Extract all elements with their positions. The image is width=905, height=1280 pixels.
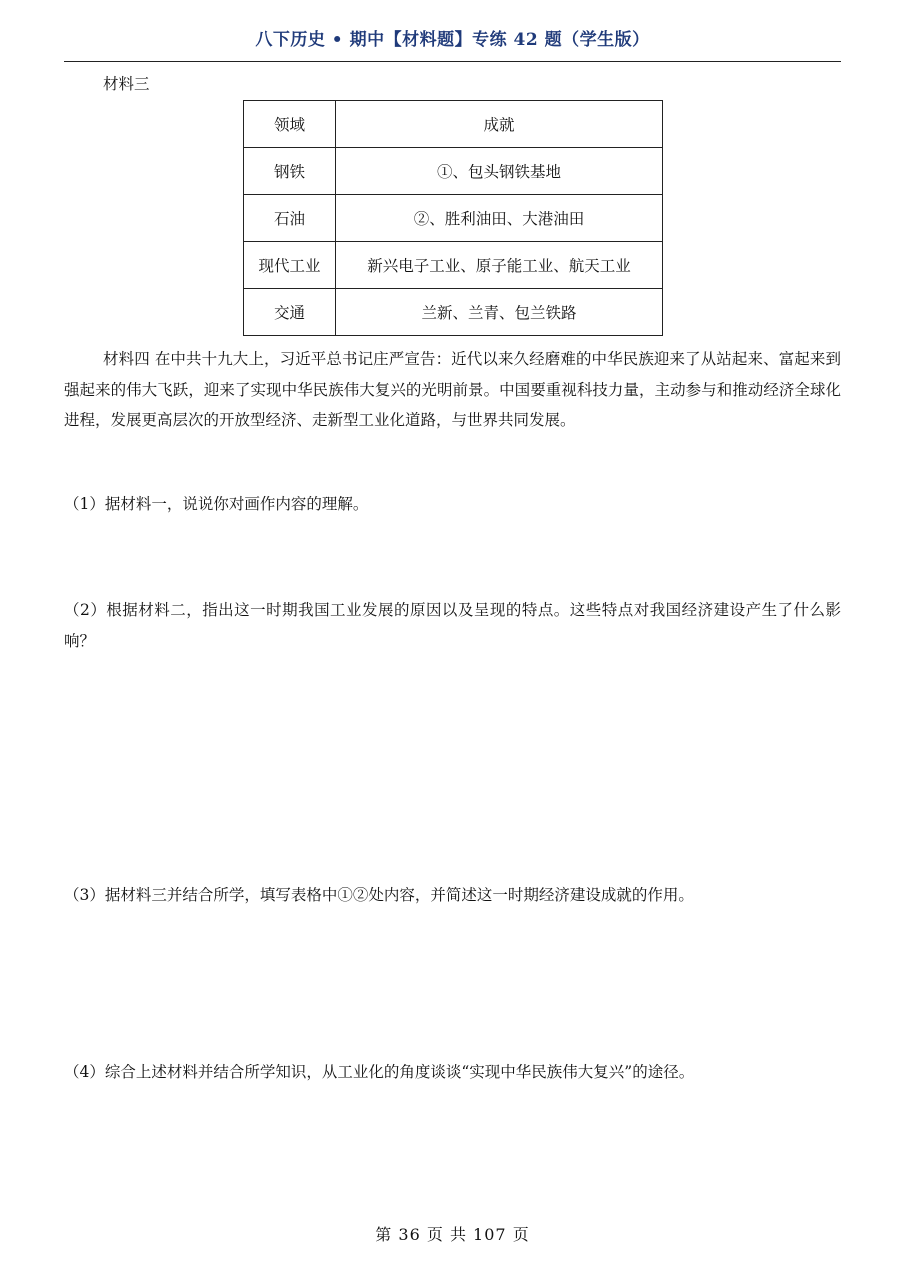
table-cell-achievement: ①、包头钢铁基地 xyxy=(336,148,663,195)
header-divider xyxy=(64,61,841,62)
material3-label: 材料三 xyxy=(103,75,150,93)
table-cell-field: 石油 xyxy=(244,195,336,242)
footer-prefix: 第 xyxy=(375,1225,393,1244)
table-row xyxy=(244,148,663,195)
question-1: （1）据材料一，说说你对画作内容的理解。 xyxy=(64,495,369,513)
table-row xyxy=(244,195,663,242)
table-cell-achievement: ②、胜利油田、大港油田 xyxy=(336,195,663,242)
question-2: （2）根据材料二，指出这一时期我国工业发展的原因以及呈现的特点。这些特点对我国经济建设产生了什么影响？ xyxy=(64,601,841,650)
page-footer xyxy=(0,1222,905,1245)
table-cell-field: 交通 xyxy=(244,289,336,336)
table-row xyxy=(244,242,663,289)
footer-current-page: 36 xyxy=(398,1225,421,1244)
footer-suffix: 页 xyxy=(512,1225,530,1244)
footer-middle: 页 共 xyxy=(426,1225,467,1244)
footer-total-pages: 107 xyxy=(473,1225,507,1244)
achievements-table xyxy=(243,100,663,336)
material4-paragraph: 材料四 在中共十九大上，习近平总书记庄严宣告：近代以来久经磨难的中华民族迎来了从站起来、富起来到强起来的伟大飞跃，迎来了实现中华民族伟大复兴的光明前景。中国要重视科技力量，主动参与和推动经济全球化进程，发展更高层次的开放型经济、走新型工业化道路，与世界共同发展。 xyxy=(64,350,841,429)
table-cell-field: 现代工业 xyxy=(244,242,336,289)
page-header-title: 八下历史 • 期中【材料题】专练 42 题（学生版） xyxy=(255,30,650,50)
table-cell-field: 钢铁 xyxy=(244,148,336,195)
table-cell-achievement: 兰新、兰青、包兰铁路 xyxy=(336,289,663,336)
table-header-row xyxy=(244,101,663,148)
table-header-achievement: 成就 xyxy=(336,101,663,148)
question-3: （3）据材料三并结合所学，填写表格中①②处内容，并简述这一时期经济建设成就的作用。 xyxy=(64,886,694,904)
table-header-field: 领域 xyxy=(244,101,336,148)
table-row xyxy=(244,289,663,336)
table-cell-achievement: 新兴电子工业、原子能工业、航天工业 xyxy=(336,242,663,289)
question-4: （4）综合上述材料并结合所学知识，从工业化的角度谈谈“实现中华民族伟大复兴”的途径。 xyxy=(64,1063,695,1081)
